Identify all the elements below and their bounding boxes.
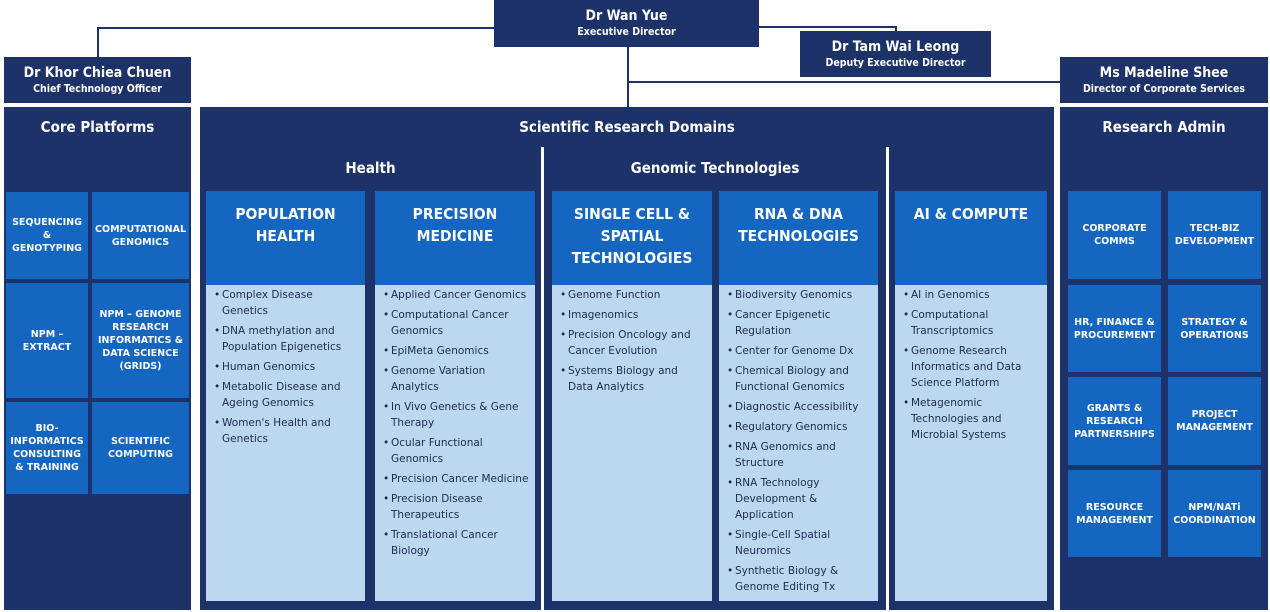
core-tile-npm-grids[interactable]: NPM – GENOME RESEARCH INFORMATICS & DATA SCIENCE (GRIDS): [92, 283, 189, 398]
connector-ed-cto-h: [97, 27, 494, 29]
research-admin-panel: [1060, 107, 1268, 610]
domain-item: • DNA methylation and Population Epigenetics: [214, 323, 359, 355]
domain-item: • Women's Health and Genetics: [214, 415, 359, 447]
domain-item: • RNA Technology Development & Application: [727, 475, 872, 523]
executive-director-name: Dr Wan Yue: [585, 8, 668, 24]
domain-item: • In Vivo Genetics & Gene Therapy: [383, 399, 529, 431]
connector-ed-dcs-h: [627, 81, 1060, 83]
cto-title: Chief Technology Officer: [33, 82, 162, 95]
core-platforms-title: Core Platforms: [40, 118, 155, 136]
corporate-services-director-name: Ms Madeline Shee: [1099, 64, 1229, 81]
cto-name: Dr Khor Chiea Chuen: [23, 64, 172, 81]
core-tile-sequencing[interactable]: SEQUENCING & GENOTYPING: [6, 192, 88, 279]
research-domains-title: Scientific Research Domains: [519, 118, 735, 136]
deputy-executive-director-box: [800, 31, 991, 77]
research-admin-title: Research Admin: [1102, 118, 1226, 136]
domain-list-precision-medicine: [375, 285, 535, 601]
core-tile-computational-genomics[interactable]: COMPUTATIONAL GENOMICS: [92, 192, 189, 279]
domain-list-single-cell: [552, 285, 712, 601]
admin-tile-npm-nati[interactable]: NPM/NATi COORDINATION: [1168, 470, 1261, 557]
domain-item: • Genome Research Informatics and Data Science Platform: [903, 343, 1041, 391]
domain-item: • Single-Cell Spatial Neuromics: [727, 527, 872, 559]
executive-director-box: [494, 0, 759, 47]
group-divider-1: [541, 147, 544, 610]
domain-list-rna-dna: [719, 285, 878, 601]
research-domains-panel: [200, 107, 1054, 610]
domain-header-rna-dna[interactable]: RNA & DNA TECHNOLOGIES: [719, 191, 878, 285]
domain-item: • Genome Variation Analytics: [383, 363, 529, 395]
domain-item: • Diagnostic Accessibility: [727, 399, 872, 415]
group-title-health: Health: [345, 159, 396, 177]
domain-list-ai-compute: [895, 285, 1047, 601]
admin-tile-hr-finance[interactable]: HR, FINANCE & PROCUREMENT: [1068, 285, 1161, 372]
domain-item: • RNA Genomics and Structure: [727, 439, 872, 471]
domain-item: • Regulatory Genomics: [727, 419, 872, 435]
domain-item: • Computational Cancer Genomics: [383, 307, 529, 339]
domain-item: • Translational Cancer Biology: [383, 527, 529, 559]
core-tile-scientific-computing[interactable]: SCIENTIFIC COMPUTING: [92, 402, 189, 494]
domain-header-ai-compute[interactable]: AI & COMPUTE: [895, 191, 1047, 285]
domain-item: • Biodiversity Genomics: [727, 287, 872, 303]
admin-tile-strategy-ops[interactable]: STRATEGY & OPERATIONS: [1168, 285, 1261, 372]
deputy-executive-director-title: Deputy Executive Director: [825, 56, 966, 69]
domain-item: • Synthetic Biology & Genome Editing Tx: [727, 563, 872, 595]
domain-item: • Imagenomics: [560, 307, 706, 323]
domain-item: • Metabolic Disease and Ageing Genomics: [214, 379, 359, 411]
group-title-genomic-technologies: Genomic Technologies: [630, 159, 800, 177]
domain-item: • Cancer Epigenetic Regulation: [727, 307, 872, 339]
domain-item: • Precision Disease Therapeutics: [383, 491, 529, 523]
admin-tile-grants[interactable]: GRANTS & RESEARCH PARTNERSHIPS: [1068, 377, 1161, 465]
core-platforms-panel: [4, 107, 191, 610]
domain-item: • Precision Cancer Medicine: [383, 471, 529, 487]
domain-item: • Complex Disease Genetics: [214, 287, 359, 319]
admin-tile-corporate-comms[interactable]: CORPORATE COMMS: [1068, 191, 1161, 279]
domain-item: • Genome Function: [560, 287, 706, 303]
domain-item: • EpiMeta Genomics: [383, 343, 529, 359]
corporate-services-director-box: [1060, 57, 1268, 103]
admin-tile-resource-management[interactable]: RESOURCE MANAGEMENT: [1068, 470, 1161, 557]
domain-item: • Metagenomic Technologies and Microbial Systems: [903, 395, 1041, 443]
domain-header-population-health[interactable]: POPULATION HEALTH: [206, 191, 365, 285]
domain-item: • Computational Transcriptomics: [903, 307, 1041, 339]
domain-item: • Precision Oncology and Cancer Evolution: [560, 327, 706, 359]
connector-ed-down: [627, 47, 629, 107]
domain-item: • Ocular Functional Genomics: [383, 435, 529, 467]
domain-item: • Human Genomics: [214, 359, 359, 375]
domain-header-precision-medicine[interactable]: PRECISION MEDICINE: [375, 191, 535, 285]
domain-item: • Systems Biology and Data Analytics: [560, 363, 706, 395]
admin-tile-project-management[interactable]: PROJECT MANAGEMENT: [1168, 377, 1261, 465]
core-tile-bioinformatics[interactable]: BIO-INFORMATICS CONSULTING & TRAINING: [6, 402, 88, 494]
group-divider-2: [886, 147, 889, 610]
cto-box: [4, 57, 191, 103]
core-tile-npm-extract[interactable]: NPM – EXTRACT: [6, 283, 88, 398]
executive-director-title: Executive Director: [577, 26, 676, 38]
domain-item: • AI in Genomics: [903, 287, 1041, 303]
domain-item: • Center for Genome Dx: [727, 343, 872, 359]
corporate-services-director-title: Director of Corporate Services: [1082, 82, 1246, 95]
domain-list-population-health: [206, 285, 365, 601]
connector-ed-cto-v: [97, 27, 99, 58]
admin-tile-tech-biz[interactable]: TECH-BIZ DEVELOPMENT: [1168, 191, 1261, 279]
deputy-executive-director-name: Dr Tam Wai Leong: [831, 38, 960, 55]
domain-item: • Chemical Biology and Functional Genomics: [727, 363, 872, 395]
domain-item: • Applied Cancer Genomics: [383, 287, 529, 303]
domain-header-single-cell[interactable]: SINGLE CELL & SPATIAL TECHNOLOGIES: [552, 191, 712, 285]
connector-ed-ded-h: [758, 26, 896, 28]
